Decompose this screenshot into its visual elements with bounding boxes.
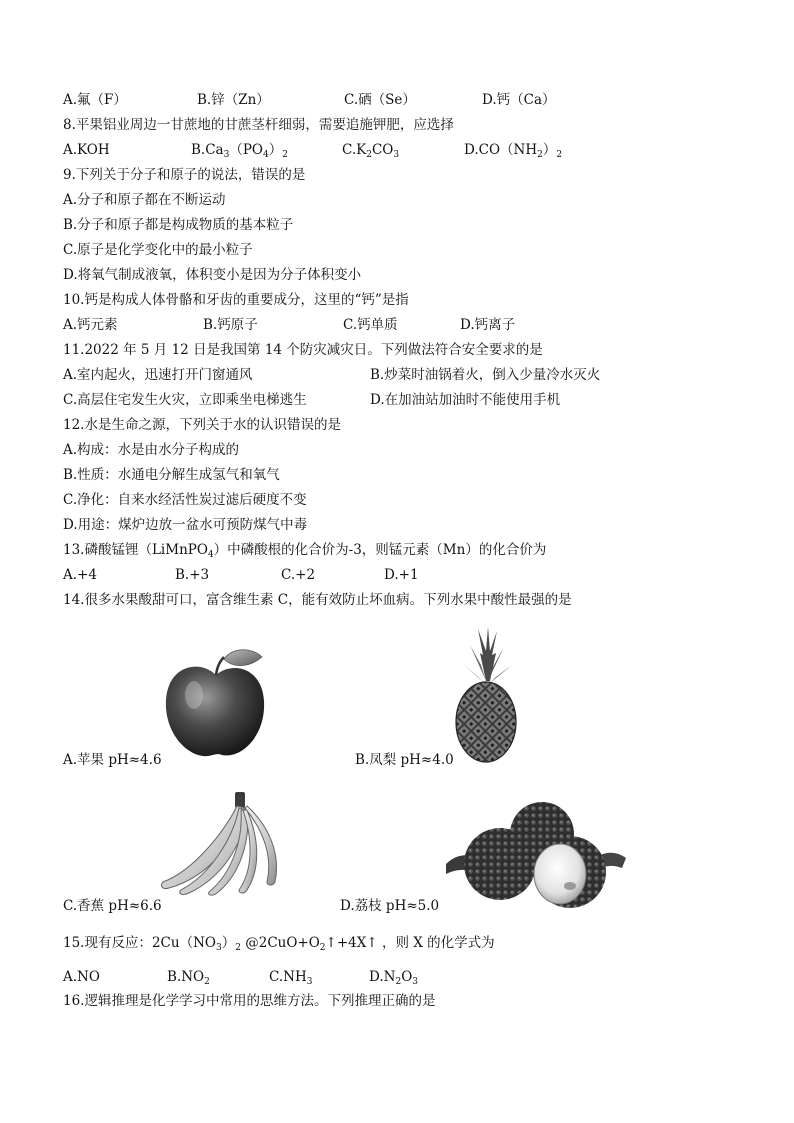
q10-option-a: A.钙元素: [63, 317, 118, 333]
q12-option-c: C.净化：自来水经活性炭过滤后硬度不变: [63, 492, 307, 508]
q11-option-b: B.炒菜时油锅着火，倒入少量冷水灭火: [370, 367, 601, 383]
q15-stem: 15.现有反应：$2Cu(NO_3)_2$ $@2CuO+O_2↑+4X↑$ ，则 X 的化学式为: [63, 935, 495, 953]
q8-option-a: A.KOH: [63, 142, 110, 158]
q9-stem: 9.下列关于分子和原子的说法，错误的是: [63, 167, 306, 183]
q14-stem: 14.很多水果酸甜可口，富含维生素 C，能有效防止坏血病。下列水果中酸性最强的是: [63, 592, 572, 608]
q8-option-d: $D.CO(NH_2)_2$: [464, 142, 563, 160]
q10-stem: 10.钙是构成人体骨骼和牙齿的重要成分，这里的“钙”是指: [63, 292, 409, 308]
q13-option-d: D.+1: [384, 567, 419, 583]
q9-option-a: A.分子和原子都在不断运动: [63, 192, 226, 208]
q16-stem: 16.逻辑推理是化学学习中常用的思维方法。下列推理正确的是: [63, 993, 436, 1009]
pineapple-image: [450, 625, 522, 763]
q10-option-c: C.钙单质: [343, 317, 398, 333]
banana-image: [155, 790, 285, 896]
q10-option-d: D.钙离子: [460, 317, 516, 333]
q14-option-a: A.苹果 pH≈4.6: [63, 752, 162, 768]
q14-option-d: D.荔枝 pH≈5.0: [340, 898, 440, 914]
q7-option-b: B.锌（Zn）: [197, 92, 270, 108]
q11-option-d: D.在加油站加油时不能使用手机: [370, 392, 561, 408]
q11-option-a: A.室内起火，迅速打开门窗通风: [63, 367, 253, 383]
q11-option-c: C.高层住宅发生火灾，立即乘坐电梯逃生: [63, 392, 307, 408]
q8-stem: 8.平果铝业周边一甘蔗地的甘蔗茎杆细弱，需要追施钾肥，应选择: [63, 117, 454, 133]
lychee-image: [446, 798, 626, 910]
q12-option-d: D.用途：煤炉边放一盆水可预防煤气中毒: [63, 517, 308, 533]
apple-image: [160, 645, 272, 760]
q7-option-a: A.氟（F）: [63, 92, 127, 108]
q13-stem: 13.磷酸锰锂（LiMnPO$_4$）中磷酸根的化合价为-3，则锰元素（Mn）的化合价为: [63, 542, 547, 560]
q12-option-b: B.性质：水通电分解生成氢气和氧气: [63, 467, 280, 483]
q9-option-b: B.分子和原子都是构成物质的基本粒子: [63, 217, 294, 233]
q7-option-c: C.硒（Se）: [344, 92, 416, 108]
q9-option-c: C.原子是化学变化中的最小粒子: [63, 242, 253, 258]
q9-option-d: D.将氧气制成液氧，体积变小是因为分子体积变小: [63, 267, 362, 283]
q10-option-b: B.钙原子: [203, 317, 258, 333]
q8-option-b: $B.Ca_3(PO_4)_2$: [191, 142, 288, 160]
q14-option-b: B.凤梨 pH≈4.0: [355, 752, 454, 768]
q11-stem: 11.2022 年 5 月 12 日是我国第 14 个防灾减灾日。下列做法符合安全要求的是: [63, 342, 543, 358]
q13-option-b: B.+3: [175, 567, 210, 583]
q14-option-c: C.香蕉 pH≈6.6: [63, 898, 162, 914]
q12-stem: 12.水是生命之源，下列关于水的认识错误的是: [63, 417, 341, 433]
q7-option-d: D.钙（Ca）: [482, 92, 556, 108]
q13-option-a: A.+4: [63, 567, 97, 583]
q15-option-a: A.NO: [63, 969, 100, 985]
q15-option-d: $D.N_2O_3$: [369, 969, 418, 987]
q15-option-c: $C.NH_3$: [269, 969, 313, 987]
q13-option-c: C.+2: [281, 567, 316, 583]
q15-option-b: $B.NO_2$: [167, 969, 210, 987]
q8-option-c: $C.K_2CO_3$: [342, 142, 400, 160]
q12-option-a: A.构成：水是由水分子构成的: [63, 442, 240, 458]
